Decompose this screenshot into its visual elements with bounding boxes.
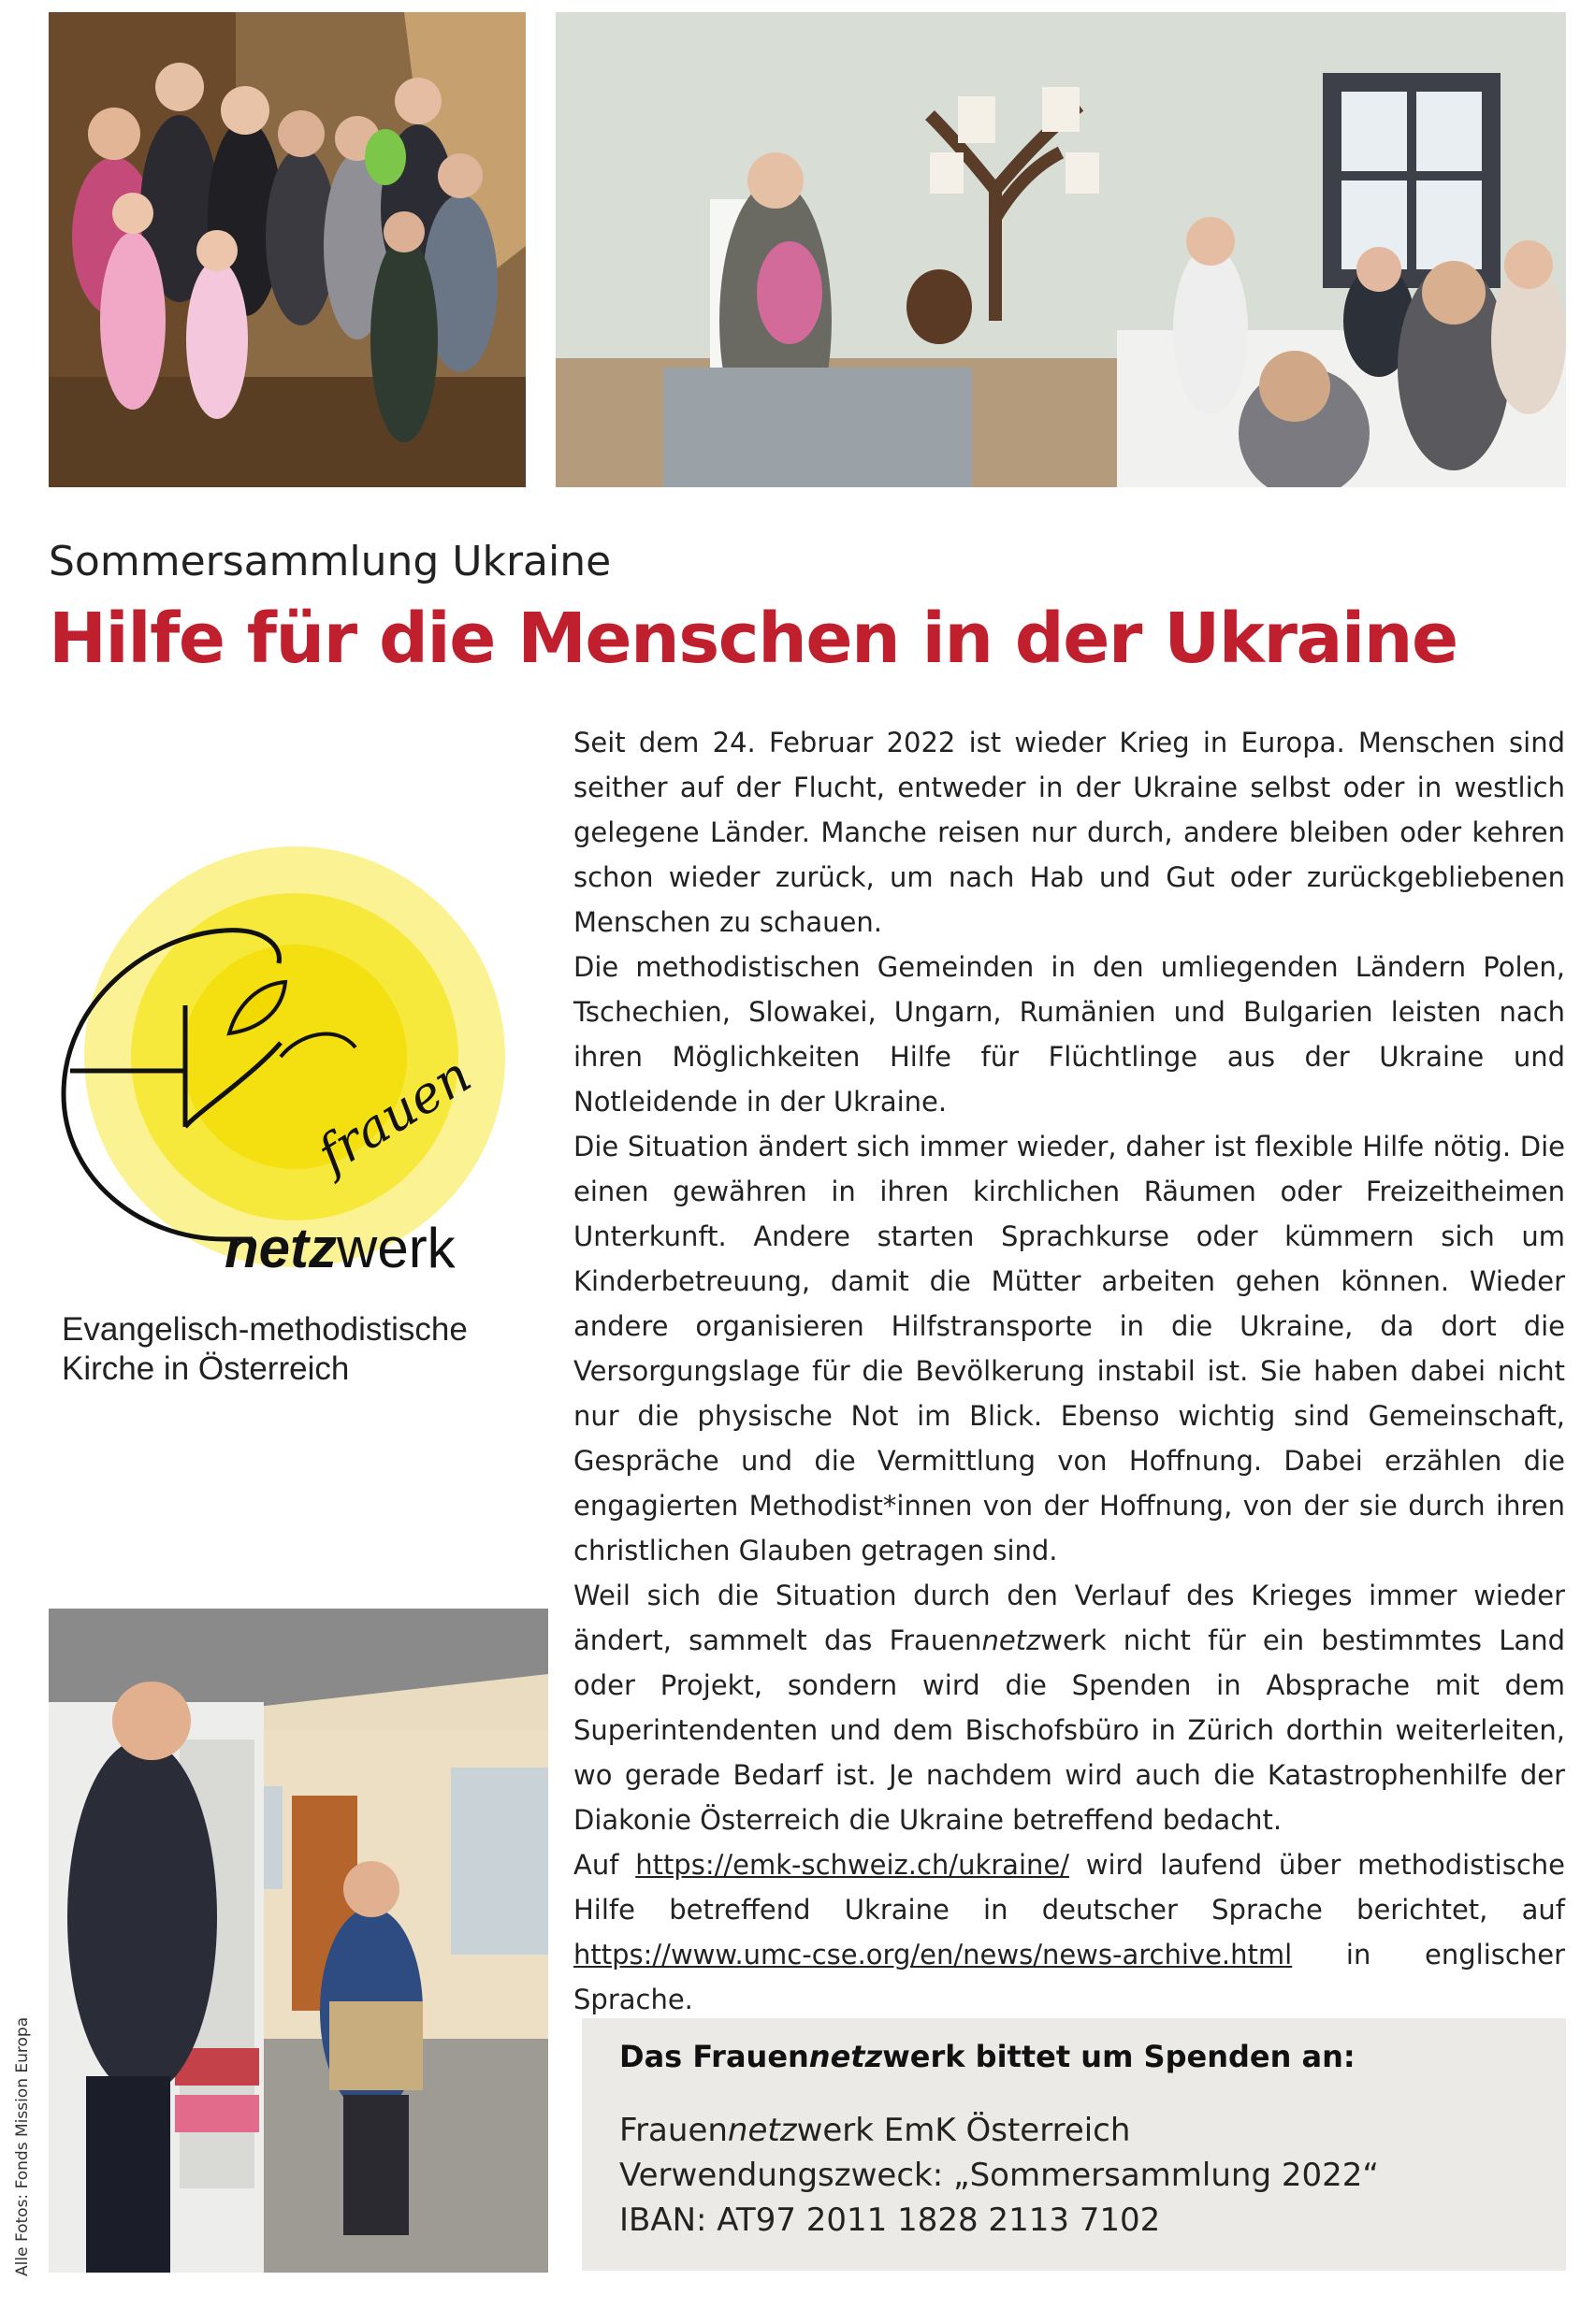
donation-purpose: Verwendungszweck: „Sommersammlung 2022“ (619, 2157, 1379, 2194)
photo-classroom (556, 12, 1566, 487)
logo-org-line1: Evangelisch-methodistische (62, 1311, 468, 1348)
logo-org-line2: Kirche in Österreich (62, 1350, 350, 1387)
frauennetzwerk-logo (37, 842, 543, 1422)
link-umc-cse[interactable]: https://www.umc-cse.org/en/news/news-archive.html (573, 1939, 1293, 1970)
logo-word-netz: netz (225, 1217, 337, 1279)
paragraph-5: Auf https://emk-schweiz.ch/ukraine/ wird laufend über methodistische Hilfe betreffend Ukraine in deutscher Sprache berichtet, auf https://www.umc-cse.org/en/news/news-archive.html in englischer Sprache. (573, 1849, 1566, 2015)
article-body (573, 720, 1565, 2022)
paragraph-4: Weil sich die Situation durch den Verlauf des Krieges immer wieder ändert, sammelt das Frauennetzwerk nicht für ein bestimmtes Land oder Projekt, sondern wird die Spenden in Absprache mit dem Superintendenten und dem Bischofsbüro in Zürich dorthin weiterleiten, wo gerade Bedarf ist. Je nachdem wird auch die Katastrophenhilfe der Diakonie Österreich die Ukraine betreffend bedacht. (573, 1580, 1565, 1836)
logo-word-frauen: frauen (307, 1045, 482, 1185)
donation-recipient: Frauennetzwerk EmK Österreich (619, 2112, 1131, 2149)
photo-group-refugees (49, 12, 526, 487)
article-headline: Hilfe für die Menschen in der Ukraine (49, 599, 1457, 679)
paragraph-1: Seit dem 24. Februar 2022 ist wieder Krieg in Europa. Menschen sind seither auf der Flucht, entweder in der Ukraine selbst oder in westlich gelegene Länder. Manche reisen nur durch, andere bleiben oder kehren schon wieder zurück, um nach Hab und Gut oder zurückgebliebenen Menschen zu schauen. (573, 727, 1565, 938)
donation-title: Das Frauennetzwerk bittet um Spenden an: (619, 2039, 1356, 2074)
photo-aid-transport (49, 1609, 548, 2273)
donation-box (582, 2018, 1566, 2271)
paragraph-2: Die methodistischen Gemeinden in den umliegenden Ländern Polen, Tschechien, Slowakei, Ungarn, Rumänien und Bulgarien leisten nach ihren Möglichkeiten Hilfe für Flüchtlinge aus der Ukraine und Notleidende in der Ukraine. (573, 951, 1565, 1118)
article-kicker: Sommersammlung Ukraine (49, 538, 612, 585)
paragraph-3: Die Situation ändert sich immer wieder, daher ist flexible Hilfe nötig. Die einen gewähren in ihren kirchlichen Räumen oder Freizeitheimen Unterkunft. Andere starten Sprachkurse oder kümmern sich um Kinderbetreuung, damit die Mütter arbeiten gehen können. Wieder andere organisieren Hilfstransporte in die Ukraine, da dort die Versorgungslage für die Bevölkerung instabil ist. Sie haben dabei nicht nur die physische Not im Blick. Ebenso wichtig sind Gemeinschaft, Gespräche und die Vermittlung von Hoffnung. Dabei erzählen die engagierten Methodist*innen von der Hoffnung, von der sie durch ihren christlichen Glauben getragen sind. (573, 1131, 1565, 1566)
svg-text:netzwerk (225, 1217, 457, 1279)
link-emk-schweiz[interactable]: https://emk-schweiz.ch/ukraine/ (635, 1849, 1069, 1881)
logo-word-werk: werk (337, 1217, 456, 1279)
photo-credit: Alle Fotos: Fonds Mission Europa (13, 2016, 32, 2276)
donation-iban: IBAN: AT97 2011 1828 2113 7102 (619, 2201, 1161, 2239)
